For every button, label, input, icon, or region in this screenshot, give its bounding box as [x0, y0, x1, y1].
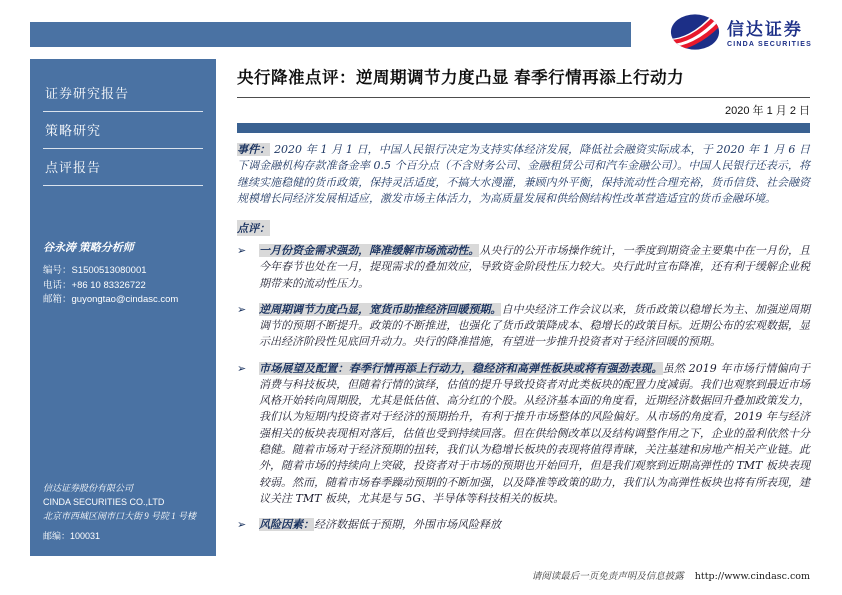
list-item — [237, 243, 810, 292]
comment-section-label: 点评： — [237, 222, 270, 236]
company-postcode: 邮编：100031 — [43, 531, 101, 542]
title-divider — [237, 97, 810, 98]
bullet-arrow-icon: ➢ — [237, 303, 247, 316]
analyst-phone: 电话：+86 10 83326722 — [43, 279, 146, 291]
event-text: 2020 年 1 月 1 日，中国人民银行决定为支持实体经济发展，降低社会融资实际成本，于 2020 年 1 月 6 日下调金融机构存款准备金率 0.5 个百分点（不含财务公司、金融租赁公司和汽车金融公司）。中国人民银行还表示，将继续实施稳健的货币政策，保持灵活适度，不搞大水漫灌，兼顾内外平衡，保持流动性合理充裕，货币信贷、社会融资规模增长同经济发展相适应，激发市场主体活力，为高质量发展和供给侧结构性改革营造适宜的货币金融环境。 — [237, 143, 810, 205]
header-bar — [30, 22, 631, 47]
bullet-arrow-icon: ➢ — [237, 362, 247, 375]
bullet-arrow-icon: ➢ — [237, 519, 247, 532]
bullet-liquidity: 一月份资金需求强劲，降准缓解市场流动性。从央行的公开市场操作统计，一季度到期资金主要集中在一月份，且今年春节也处在一月，提现需求的叠加效应，导致资金阶段性压力较大。央行此时宣布降准，还有利于缓解企业税期带来的流动性压力。 — [259, 244, 811, 290]
section-divider-bar — [237, 123, 810, 133]
company-address: 北京市西城区闹市口大街 9 号院 1 号楼 — [43, 511, 197, 522]
report-date: 2020 年 1 月 2 日 — [725, 105, 810, 117]
company-name-en: CINDA SECURITIES CO.,LTD — [43, 497, 165, 508]
logo-name-cn: 信达证券 — [726, 20, 803, 39]
website-link[interactable]: http://www.cindasc.com — [694, 571, 810, 582]
sidebar — [30, 59, 216, 556]
event-label: 事件： — [237, 143, 271, 156]
analyst-name: 谷永涛 策略分析师 — [43, 242, 134, 254]
comment-list — [237, 243, 810, 533]
analyst-info — [43, 240, 203, 308]
sidebar-item-comment-report: 点评报告 — [43, 149, 203, 186]
page-title: 央行降准点评：逆周期调节力度凸显 春季行情再添上行动力 — [237, 69, 685, 87]
analyst-email: 邮箱：guyongtao@cindasc.com — [43, 294, 179, 306]
disclaimer-text: 请阅读最后一页免责声明及信息披露 — [531, 571, 684, 582]
analyst-id: 编号：S1500513080001 — [43, 265, 147, 277]
analyst-email-link[interactable]: guyongtao@cindasc.com — [71, 294, 179, 306]
company-info — [43, 482, 196, 544]
logo-name-en: CINDA SECURITIES — [726, 41, 812, 48]
bullet-market-outlook: 市场展望及配置：春季行情再添上行动力，稳经济和高弹性板块或将有强劲表现。虽然 2019 年市场行情偏向于消费与科技板块，但随着行情的演绎，估值的提升导致投资者对此类板块的配置力度减弱。我们也观察到最近市场风格开始转向周期股，尤其是低估值、高分红的个股。从经济基本面的角度看，近期经济数据回升叠加政策发力，我们认为短期内投资者对于经济的预期抬升，有利于推升市场整体的风险偏好。从市场的角度看，2019 年与经济强相关的板块表现相对落后，估值也受到持续回落。但在供给侧改革以及结构调整作用之下，企业的盈利依然十分稳健。随着市场对于经济预期的扭转，我们认为稳增长板块的表现将值得青睐，关注基建和房地产相关产业链。此外，随着市场的持续向上突破，投资者对于市场的预期也开始回升，但是我们观察到近期高弹性的 TMT 板块表现较弱。然而，随着市场春季躁动预期的不断加强，以及降准等政策的助力，我们认为高弹性板块也将有所表现，建议关注 TMT 板块，尤其是与 5G、半导体等科技相关的板块。 — [259, 361, 810, 505]
list-item — [237, 302, 810, 351]
event-paragraph — [237, 142, 810, 207]
page-footer — [532, 568, 810, 582]
bullet-risk-factors: 风险因素：经济数据低于预期，外围市场风险释放 — [259, 518, 501, 532]
sidebar-item-report-type: 证券研究报告 — [43, 75, 203, 112]
bullet-countercyclical: 逆周期调节力度凸显，宽货币助推经济回暖预期。自中央经济工作会议以来，货币政策以稳增长为主、加强逆周期调节的预期不断提升。政策的不断推进，也强化了货币政策降成本、稳增长的政策目标。近期公布的宏观数据，显示出经济阶段性见底回升动力。央行的降准措施，有望进一步推升投资者对于经济回暖的预期。 — [259, 302, 811, 349]
company-logo — [670, 13, 812, 56]
list-item — [237, 361, 810, 507]
bullet-arrow-icon: ➢ — [237, 245, 247, 258]
report-body — [237, 64, 810, 544]
list-item — [237, 517, 810, 534]
cinda-logo-icon — [670, 13, 720, 56]
company-name-cn: 信达证券股份有限公司 — [43, 483, 134, 494]
sidebar-item-strategy-research: 策略研究 — [43, 112, 203, 149]
